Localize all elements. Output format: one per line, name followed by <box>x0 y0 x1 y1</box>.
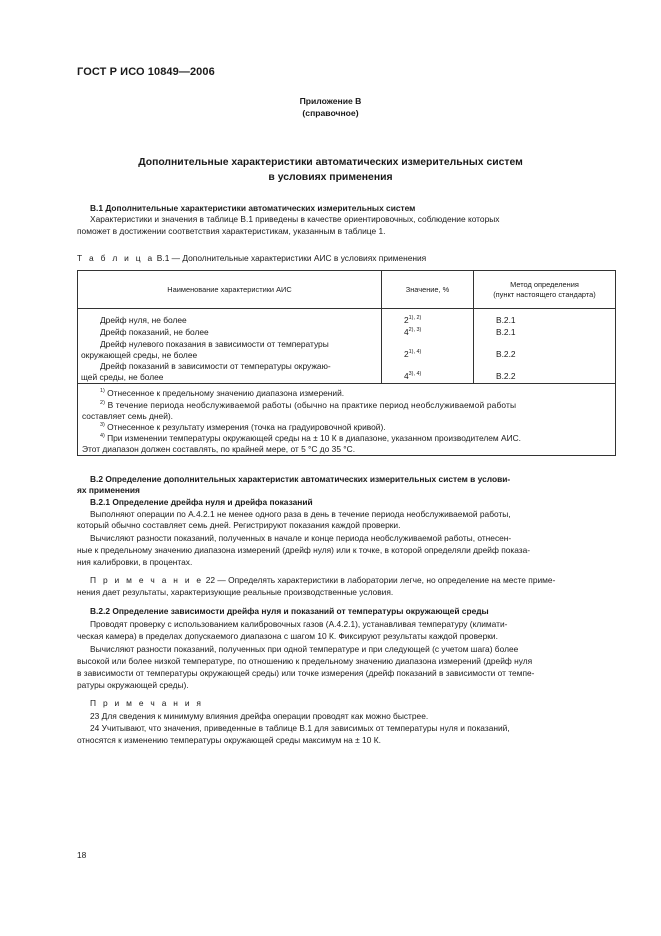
table-footnote-cont: составляет семь дней). <box>82 411 174 421</box>
section-b22-heading: В.2.2 Определение зависимости дрейфа нуля и показаний от температуры окружающей среды <box>90 606 489 616</box>
section-b1-text-line2: поможет в достижении соответствия характеристикам, указанным в таблице 1. <box>77 226 386 236</box>
table-footnotes-row <box>78 384 616 456</box>
table-row-value: $4^{2), 3)}$ <box>404 327 422 337</box>
table-header-name: Наименование характеристики АИС <box>78 271 382 309</box>
table-header-row <box>78 271 616 309</box>
section-b21-p1-line2: который обычно составляет семь дней. Регистрируют показания каждой проверки. <box>77 520 401 530</box>
table-row-method: В.2.2 <box>496 371 516 381</box>
table-names-cell <box>78 309 382 384</box>
table-row-name: Дрейф показаний в зависимости от температуры окружаю- <box>100 361 331 371</box>
table-row-method: В.2.1 <box>496 327 516 337</box>
note-22 <box>90 575 555 585</box>
table-row-name-cont: щей среды, не более <box>81 372 164 382</box>
page-number: 18 <box>77 850 87 860</box>
section-b21-p2-line3: ния калибровки, в процентах. <box>77 557 193 567</box>
table-values-cell <box>382 309 474 384</box>
note-24-line2: относятся к изменению температуры окружающей среды максимум на ± 10 К. <box>77 735 381 745</box>
table-caption <box>77 253 426 263</box>
note-23: 23 Для сведения к минимуму влияния дрейфа операции проводят как можно быстрее. <box>90 711 429 721</box>
note-22-text: 22 — Определять характеристики в лаборатории легче, но определение на месте приме- <box>203 575 556 585</box>
section-b22-p2-line1: Вычисляют разности показаний, полученных при одной температуре и при следующей (с учетом шага) более <box>90 644 519 654</box>
table-row-value: $2^{1), 2)}$ <box>404 315 422 325</box>
section-b22-p2-line2: высокой или более низкой температуре, по отношению к предельному значению диапазона измерений (дрейф нуля <box>77 656 533 666</box>
table-row-method: В.2.2 <box>496 349 516 359</box>
table-row-name: Дрейф показаний, не более <box>100 327 209 337</box>
table-footnote: $^{1)}$ Отнесенное к предельному значению диапазона измерений. <box>100 388 345 398</box>
section-b2-heading-line1: В.2 Определение дополнительных характеристик автоматических измерительных систем в услови- <box>90 474 511 484</box>
table-row-value: $2^{1), 4)}$ <box>404 349 422 359</box>
appendix-title: Приложение В <box>299 96 362 106</box>
section-b22-p2-line3: в зависимости от температуры окружающей среды) или точке измерения (дрейф показаний в зависимости от темпе- <box>77 668 535 678</box>
appendix-subtitle: (справочное) <box>302 108 359 118</box>
section-b2-heading-line2: ях применения <box>77 485 140 495</box>
section-b22-p1-line2: ческая камера) в пределах допускаемого диапазона с шагом 10 К. Фиксируют результаты каждой проверки. <box>77 631 498 641</box>
section-b1-heading: В.1 Дополнительные характеристики автоматических измерительных систем <box>90 203 416 213</box>
table-row-name: Дрейф нуля, не более <box>100 315 187 325</box>
table-caption-text: В.1 — Дополнительные характеристики АИС в условиях применения <box>154 253 427 263</box>
section-b21-p1-line1: Выполняют операции по А.4.2.1 не менее одного раза в день в течение периода необслуживаемой работы, <box>90 509 511 519</box>
table-row-name: Дрейф нулевого показания в зависимости от температуры <box>100 339 329 349</box>
table-row-name-cont: окружающей среды, не более <box>81 350 198 360</box>
table-footnote-cont: Этот диапазон должен составлять, по крайней мере, от 5 °С до 35 °С. <box>82 444 356 454</box>
table-footnote: $^{4)}$ При изменении температуры окружающей среды на ± 10 К в диапазоне, указанном производителем АИС. <box>100 433 521 443</box>
section-b21-p2-line1: Вычисляют разности показаний, полученных в начале и конце периода необслуживаемой работы, отнесен- <box>90 533 512 543</box>
table-header-value: Значение, % <box>382 271 474 309</box>
table-methods-cell <box>474 309 616 384</box>
table-footnotes-cell <box>78 384 616 456</box>
document-title-line2: в условиях применения <box>268 172 393 183</box>
table-row-method: В.2.1 <box>496 315 516 325</box>
characteristics-table <box>77 270 616 456</box>
document-title-line1: Дополнительные характеристики автоматических измерительных систем <box>138 157 523 168</box>
table-header-method-line2: (пункт настоящего стандарта) <box>493 289 596 299</box>
standard-header: ГОСТ Р ИСО 10849—2006 <box>77 66 215 78</box>
section-b21-p2-line2: ные к предельному значению диапазона измерений (дрейф нуля) или к точке, в которой определяли дрейф показа- <box>77 545 531 555</box>
table-footnote: $^{2)}$ В течение периода необслуживаемой работы (обычно на практике период необслуживаемой работы <box>100 400 517 410</box>
table-caption-prefix: Т а б л и ц а <box>77 253 155 263</box>
table-header-method-line1: Метод определения <box>510 279 579 289</box>
notes-heading: П р и м е ч а н и я <box>90 698 204 708</box>
table-header-method <box>474 271 616 309</box>
table-footnote: $^{3)}$ Отнесенное к результату измерения (точка на градуировочной кривой). <box>100 422 386 432</box>
table-body-row <box>78 309 616 384</box>
note-22-line2: нения дает результаты, характеризующие реальные производственные условия. <box>77 587 394 597</box>
section-b22-p2-line4: ратуры окружающей среды). <box>77 680 189 690</box>
section-b21-heading: В.2.1 Определение дрейфа нуля и дрейфа показаний <box>90 497 313 507</box>
section-b22-p1-line1: Проводят проверку с использованием калибровочных газов (А.4.2.1), устанавливая температуру (климати- <box>90 619 508 629</box>
section-b1-text-line1: Характеристики и значения в таблице В.1 приведены в качестве ориентировочных, соблюдение которых <box>90 214 500 224</box>
table-row-value: $4^{3), 4)}$ <box>404 371 422 381</box>
note-24-line1: 24 Учитывают, что значения, приведенные в таблице В.1 для зависимых от температуры нуля и показаний, <box>90 723 510 733</box>
note-22-prefix: П р и м е ч а н и е <box>90 575 204 585</box>
